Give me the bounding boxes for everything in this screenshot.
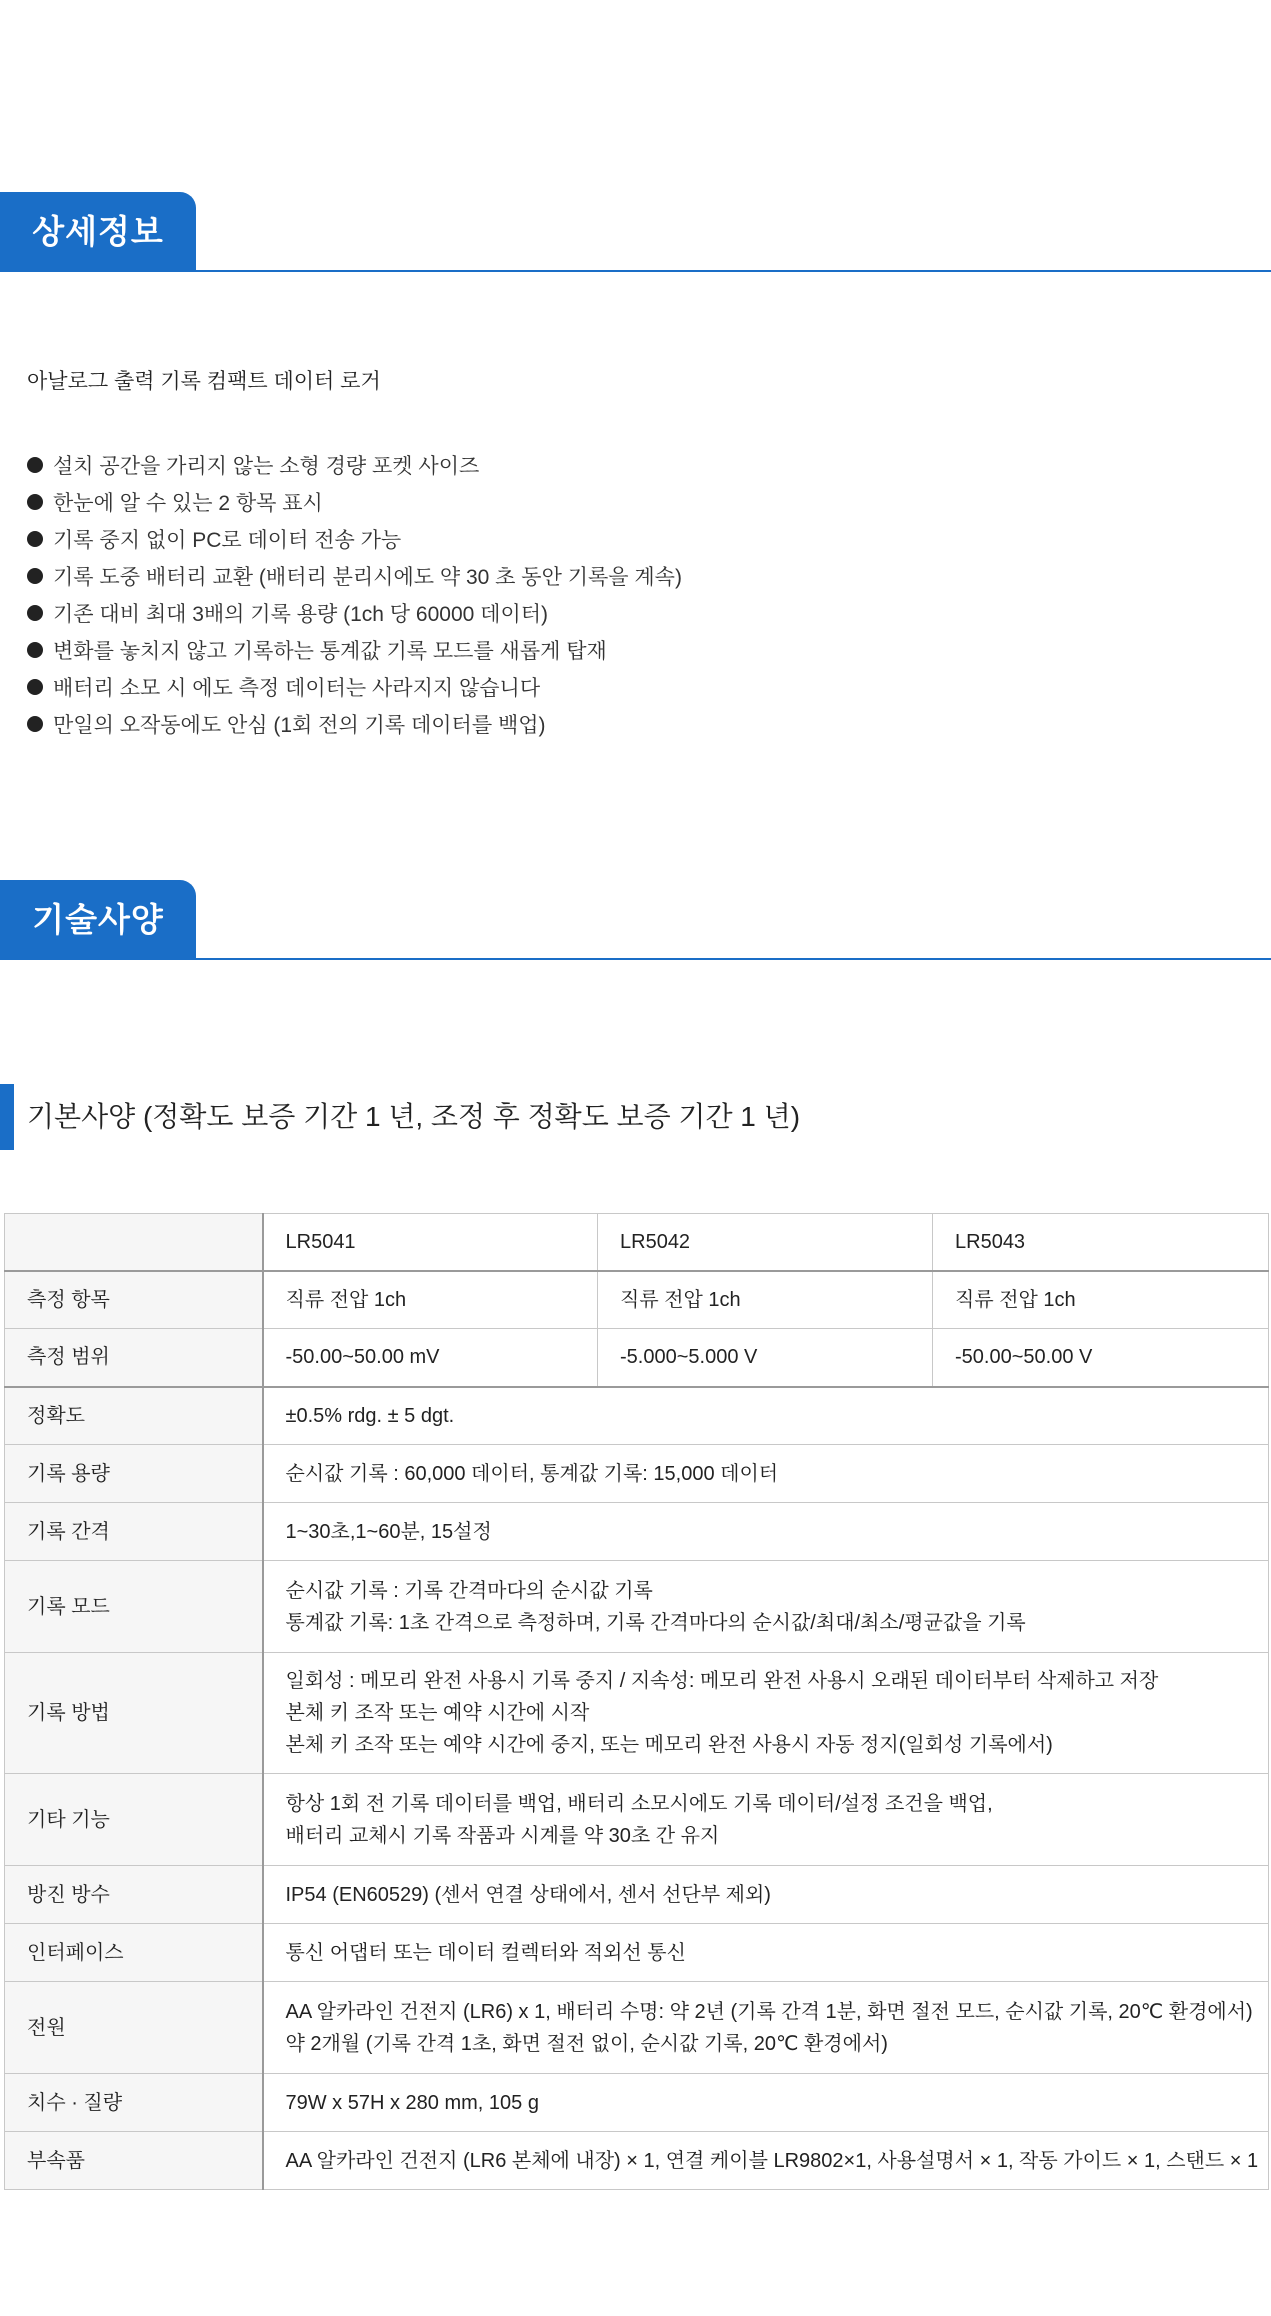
bullet-icon: [27, 716, 43, 732]
row-label: 기록 모드: [5, 1561, 263, 1653]
row-value: [263, 1561, 1269, 1653]
value-line: 1~30초,1~60분, 15설정: [285, 1520, 492, 1543]
value-line: 항상 1회 전 기록 데이터를 백업, 배터리 소모시에도 기록 데이터/설정 조건을 백업,: [285, 1792, 993, 1815]
row-value: [263, 1774, 1269, 1866]
feature-list: [27, 448, 682, 744]
feature-text: 설치 공간을 가리지 않는 소형 경량 포켓 사이즈: [53, 455, 480, 478]
row-value: [263, 1924, 1269, 1982]
row-label: 부속품: [5, 2132, 263, 2190]
table-row: [5, 1445, 1269, 1503]
row-value: -50.00~50.00 V: [933, 1329, 1269, 1387]
specs-section-header: [0, 880, 1271, 960]
row-label: 기록 방법: [5, 1653, 263, 1774]
value-line: 약 2개월 (기록 간격 1초, 화면 절전 없이, 순시값 기록, 20℃ 환경에서): [285, 2032, 888, 2055]
feature-item: [27, 559, 682, 596]
row-value: 직류 전압 1ch: [263, 1271, 598, 1329]
row-value: [263, 2074, 1269, 2132]
bullet-icon: [27, 568, 43, 584]
row-label: 측정 항목: [5, 1271, 263, 1329]
row-label: 치수 · 질량: [5, 2074, 263, 2132]
table-row: [5, 2132, 1269, 2190]
value-line: ±0.5% rdg. ± 5 dgt.: [285, 1404, 455, 1427]
feature-text: 변화를 놓치지 않고 기록하는 통계값 기록 모드를 새롭게 탑재: [53, 640, 607, 663]
value-line: AA 알카라인 건전지 (LR6 본체에 내장) × 1, 연결 케이블 LR9802×1, 사용설명서 × 1, 작동 가이드 × 1, 스탠드 × 1: [285, 2149, 1259, 2172]
table-corner-cell: [5, 1214, 263, 1271]
specs-section-title: 기술사양: [0, 880, 196, 960]
model-header-cell: LR5041: [263, 1214, 598, 1271]
table-row: [5, 1329, 1269, 1387]
row-value: [263, 1445, 1269, 1503]
row-value: -50.00~50.00 mV: [263, 1329, 598, 1387]
feature-item: [27, 596, 682, 633]
bullet-icon: [27, 494, 43, 510]
feature-text: 만일의 오작동에도 안심 (1회 전의 기록 데이터를 백업): [53, 714, 546, 737]
value-line: 79W x 57H x 280 mm, 105 g: [285, 2091, 539, 2114]
bullet-icon: [27, 605, 43, 621]
row-label: 기타 기능: [5, 1774, 263, 1866]
table-header-row: [5, 1214, 1269, 1271]
basic-specs-heading: [0, 1084, 1000, 1150]
feature-item: [27, 633, 682, 670]
feature-item: [27, 522, 682, 559]
table-row: [5, 1271, 1269, 1329]
row-value: 직류 전압 1ch: [598, 1271, 933, 1329]
bullet-icon: [27, 679, 43, 695]
bullet-icon: [27, 457, 43, 473]
table-row: [5, 1653, 1269, 1774]
spec-table: [4, 1213, 1269, 2190]
row-value: [263, 1866, 1269, 1924]
table-row: [5, 1924, 1269, 1982]
value-line: 순시값 기록 : 60,000 데이터, 통계값 기록: 15,000 데이터: [285, 1462, 779, 1485]
value-line: 통신 어댑터 또는 데이터 컬렉터와 적외선 통신: [285, 1941, 686, 1964]
row-label: 기록 간격: [5, 1503, 263, 1561]
feature-text: 배터리 소모 시 에도 측정 데이터는 사라지지 않습니다: [53, 677, 541, 700]
row-value: 직류 전압 1ch: [933, 1271, 1269, 1329]
row-label: 방진 방수: [5, 1866, 263, 1924]
feature-text: 한눈에 알 수 있는 2 항목 표시: [53, 492, 323, 515]
model-header-cell: LR5043: [933, 1214, 1269, 1271]
value-line: 통계값 기록: 1초 간격으로 측정하며, 기록 간격마다의 순시값/최대/최소/평균값을 기록: [285, 1611, 1026, 1634]
bullet-icon: [27, 531, 43, 547]
row-label: 기록 용량: [5, 1445, 263, 1503]
bullet-icon: [27, 642, 43, 658]
table-row: [5, 2074, 1269, 2132]
details-section-header: [0, 192, 1271, 272]
row-label: 인터페이스: [5, 1924, 263, 1982]
feature-text: 기록 도중 배터리 교환 (배터리 분리시에도 약 30 초 동안 기록을 계속): [53, 566, 682, 589]
value-line: IP54 (EN60529) (센서 연결 상태에서, 센서 선단부 제외): [285, 1883, 771, 1906]
value-line: 본체 키 조작 또는 예약 시간에 시작: [285, 1702, 590, 1724]
model-header-cell: LR5042: [598, 1214, 933, 1271]
table-row: [5, 1503, 1269, 1561]
value-line: 배터리 교체시 기록 작품과 시계를 약 30초 간 유지: [285, 1824, 720, 1847]
table-row: [5, 1866, 1269, 1924]
row-value: [263, 1387, 1269, 1445]
feature-item: [27, 670, 682, 707]
heading-accent-bar: [0, 1084, 14, 1150]
value-line: AA 알카라인 건전지 (LR6) x 1, 배터리 수명: 약 2년 (기록 간격 1분, 화면 절전 모드, 순시값 기록, 20℃ 환경에서): [285, 2000, 1253, 2023]
details-section-divider: [0, 270, 1271, 272]
table-row: [5, 1561, 1269, 1653]
value-line: 본체 키 조작 또는 예약 시간에 중지, 또는 메모리 완전 사용시 자동 정지(일회성 기록에서): [285, 1734, 1053, 1756]
table-row: [5, 1774, 1269, 1866]
feature-item: [27, 485, 682, 522]
feature-text: 기존 대비 최대 3배의 기록 용량 (1ch 당 60000 데이터): [53, 603, 549, 626]
row-value: [263, 1503, 1269, 1561]
product-subtitle: 아날로그 출력 기록 컴팩트 데이터 로거: [27, 370, 381, 393]
row-value: [263, 1982, 1269, 2074]
table-row: [5, 1387, 1269, 1445]
row-label: 정확도: [5, 1387, 263, 1445]
value-line: 일회성 : 메모리 완전 사용시 기록 중지 / 지속성: 메모리 완전 사용시 오래된 데이터부터 삭제하고 저장: [285, 1670, 1159, 1692]
row-value: -5.000~5.000 V: [598, 1329, 933, 1387]
specs-section-divider: [0, 958, 1271, 960]
feature-item: [27, 707, 682, 744]
feature-text: 기록 중지 없이 PC로 데이터 전송 가능: [53, 529, 402, 552]
row-value: [263, 2132, 1269, 2190]
value-line: 순시값 기록 : 기록 간격마다의 순시값 기록: [285, 1579, 653, 1602]
row-value: [263, 1653, 1269, 1774]
row-label: 측정 범위: [5, 1329, 263, 1387]
row-label: 전원: [5, 1982, 263, 2074]
table-row: [5, 1982, 1269, 2074]
basic-specs-heading-text: 기본사양 (정확도 보증 기간 1 년, 조정 후 정확도 보증 기간 1 년): [27, 1101, 801, 1132]
feature-item: [27, 448, 682, 485]
details-section-title: 상세정보: [0, 192, 196, 272]
